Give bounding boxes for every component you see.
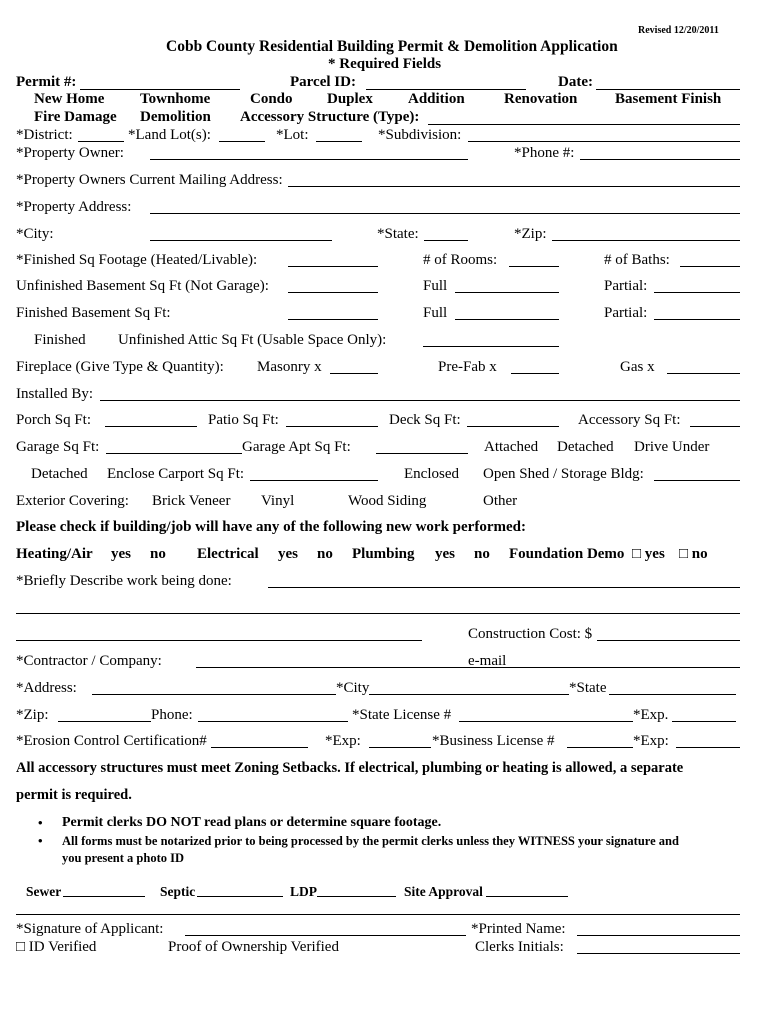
subdivision-label: *Subdivision: <box>378 127 462 143</box>
date-label: Date: <box>558 74 593 90</box>
unfinished-partial-field[interactable] <box>654 292 740 293</box>
porch-field[interactable] <box>105 426 197 427</box>
deck-label: Deck Sq Ft: <box>389 412 461 428</box>
garage-label: Garage Sq Ft: <box>16 439 100 455</box>
phone-label: *Phone #: <box>514 145 575 161</box>
printed-name-field[interactable] <box>577 935 740 936</box>
unfinished-full-field[interactable] <box>455 292 559 293</box>
business-license-label: *Business License # <box>432 733 555 749</box>
district-label: *District: <box>16 127 73 143</box>
signature-label: *Signature of Applicant: <box>16 921 164 937</box>
sewer-label: Sewer <box>26 884 62 899</box>
baths-field[interactable] <box>680 266 740 267</box>
required-note: * Required Fields <box>328 56 442 72</box>
garage-apt-label: Garage Apt Sq Ft: <box>242 439 351 455</box>
unfinished-full-label: Full <box>423 278 448 294</box>
electrical-label: Electrical <box>197 546 259 562</box>
carport-enclosed-option[interactable]: Enclosed <box>404 466 459 482</box>
describe-label: *Briefly Describe work being done: <box>16 573 232 589</box>
enclose-carport-label: Enclose Carport Sq Ft: <box>107 466 245 482</box>
mailing-label: *Property Owners Current Mailing Address: <box>16 172 283 188</box>
describe-field-1[interactable] <box>268 587 740 588</box>
state-label: *State: <box>377 226 419 242</box>
installed-by-label: Installed By: <box>16 386 94 402</box>
finished-full-field[interactable] <box>455 319 559 320</box>
installed-by-field[interactable] <box>100 400 740 401</box>
type-addition[interactable]: Addition <box>408 91 465 107</box>
exterior-vinyl-option[interactable]: Vinyl <box>261 493 295 509</box>
foundation-yes-checkbox[interactable]: □ yes <box>632 546 665 562</box>
patio-field[interactable] <box>286 426 378 427</box>
email-label: e-mail <box>468 653 507 669</box>
open-shed-field[interactable] <box>654 480 740 481</box>
electrical-no-option[interactable]: no <box>317 546 333 562</box>
bullet-marker-1: • <box>38 815 43 830</box>
baths-label: # of Baths: <box>604 252 670 268</box>
contractor-city-label: *City <box>336 680 370 696</box>
describe-field-2[interactable] <box>16 613 740 614</box>
rooms-label: # of Rooms: <box>423 252 498 268</box>
unfinished-partial-label: Partial: <box>604 278 648 294</box>
contractor-state-label: *State <box>569 680 607 696</box>
finished-sqft-label: *Finished Sq Footage (Heated/Livable): <box>16 252 258 268</box>
erosion-field[interactable] <box>211 747 308 748</box>
attic-field[interactable] <box>423 346 559 347</box>
heating-label: Heating/Air <box>16 546 93 562</box>
lot-field[interactable] <box>316 141 362 142</box>
fireplace-label: Fireplace (Give Type & Quantity): <box>16 359 224 375</box>
garage-attached-option[interactable]: Attached <box>484 439 539 455</box>
patio-label: Patio Sq Ft: <box>208 412 279 428</box>
state-license-exp-field[interactable] <box>672 721 736 722</box>
foundation-demo-label: Foundation Demo <box>509 546 625 562</box>
check-heading: Please check if building/job will have any of the following new work performed: <box>16 519 526 535</box>
id-verified-checkbox[interactable]: □ ID Verified <box>16 939 97 955</box>
describe-field-3[interactable] <box>16 640 422 641</box>
open-shed-label: Open Shed / Storage Bldg: <box>483 466 644 482</box>
notice-line-1: All accessory structures must meet Zoning Setbacks. If electrical, plumbing or heating is allowed, a separate <box>16 760 684 776</box>
erosion-label: *Erosion Control Certification# <box>16 733 207 749</box>
business-license-field[interactable] <box>567 747 633 748</box>
gas-label: Gas x <box>620 359 655 375</box>
heating-no-option[interactable]: no <box>150 546 166 562</box>
site-approval-label: Site Approval <box>404 884 483 899</box>
zip-field[interactable] <box>552 240 740 241</box>
accessory-structure-field[interactable] <box>428 124 740 125</box>
deck-field[interactable] <box>467 426 559 427</box>
bullet-text-3: you present a photo ID <box>62 851 185 865</box>
gas-field[interactable] <box>667 373 740 374</box>
foundation-no-checkbox[interactable]: □ no <box>679 546 708 562</box>
type-condo[interactable]: Condo <box>250 91 293 107</box>
signature-divider <box>16 914 740 915</box>
accessory-sqft-field[interactable] <box>690 426 740 427</box>
unfinished-basement-label: Unfinished Basement Sq Ft (Not Garage): <box>16 278 269 294</box>
contractor-address-label: *Address: <box>16 680 77 696</box>
owner-label: *Property Owner: <box>16 145 124 161</box>
contractor-label: *Contractor / Company: <box>16 653 162 669</box>
ldp-field[interactable] <box>317 896 396 897</box>
bullet-text-1: Permit clerks DO NOT read plans or determine square footage. <box>62 815 442 830</box>
contractor-phone-field[interactable] <box>198 721 348 722</box>
plumbing-yes-option[interactable]: yes <box>435 546 455 562</box>
garage-detached-option[interactable]: Detached <box>557 439 614 455</box>
landlot-field[interactable] <box>219 141 265 142</box>
unfinished-basement-field[interactable] <box>288 292 378 293</box>
finished-partial-label: Partial: <box>604 305 648 321</box>
garage-drive-under-option[interactable]: Drive Under <box>634 439 710 455</box>
prefab-label: Pre-Fab x <box>438 359 497 375</box>
district-field[interactable] <box>78 141 124 142</box>
erosion-exp-field[interactable] <box>369 747 431 748</box>
attic-finished-option[interactable]: Finished <box>34 332 86 348</box>
construction-cost-field[interactable] <box>597 640 740 641</box>
plumbing-label: Plumbing <box>352 546 415 562</box>
masonry-label: Masonry x <box>257 359 322 375</box>
accessory-structure-label: Accessory Structure (Type): <box>240 109 420 125</box>
type-fire-damage[interactable]: Fire Damage <box>34 109 117 125</box>
form-title: Cobb County Residential Building Permit & Demolition Application <box>166 38 618 55</box>
contractor-phone-label: Phone: <box>151 707 193 723</box>
state-license-label: *State License # <box>352 707 452 723</box>
type-demolition[interactable]: Demolition <box>140 109 211 125</box>
contractor-zip-field[interactable] <box>58 721 151 722</box>
type-renovation[interactable]: Renovation <box>504 91 578 107</box>
state-field[interactable] <box>424 240 468 241</box>
permit-label: Permit #: <box>16 74 77 90</box>
city-label: *City: <box>16 226 54 242</box>
masonry-field[interactable] <box>330 373 378 374</box>
septic-label: Septic <box>160 884 196 899</box>
type-basement-finish[interactable]: Basement Finish <box>615 91 722 107</box>
type-duplex[interactable]: Duplex <box>327 91 373 107</box>
exterior-brick-option[interactable]: Brick Veneer <box>152 493 231 509</box>
garage-field[interactable] <box>106 453 242 454</box>
contractor-address-field[interactable] <box>92 694 336 695</box>
garage-apt-field[interactable] <box>376 453 468 454</box>
clerks-initials-label: Clerks Initials: <box>475 939 564 955</box>
ownership-verified-label: Proof of Ownership Verified <box>168 939 339 955</box>
contractor-state-field[interactable] <box>609 694 736 695</box>
type-new-home[interactable]: New Home <box>34 91 105 107</box>
sewer-field[interactable] <box>63 896 145 897</box>
enclose-carport-field[interactable] <box>250 480 378 481</box>
owner-field[interactable] <box>150 159 468 160</box>
bullet-text-2: All forms must be notarized prior to being processed by the permit clerks unless they WITNESS your signature and <box>62 834 679 848</box>
business-exp-label: *Exp: <box>633 733 669 749</box>
city-field[interactable] <box>150 240 332 241</box>
contractor-city-field[interactable] <box>369 694 569 695</box>
parcel-label: Parcel ID: <box>290 74 356 90</box>
permit-field[interactable] <box>80 89 240 90</box>
property-address-label: *Property Address: <box>16 199 132 215</box>
printed-name-label: *Printed Name: <box>471 921 566 937</box>
bullet-marker-2: • <box>38 833 43 848</box>
finished-full-label: Full <box>423 305 448 321</box>
revised-date: Revised 12/20/2011 <box>638 25 719 36</box>
finished-basement-label: Finished Basement Sq Ft: <box>16 305 171 321</box>
exterior-wood-option[interactable]: Wood Siding <box>348 493 427 509</box>
subdivision-field[interactable] <box>468 141 740 142</box>
septic-field[interactable] <box>197 896 283 897</box>
exterior-other-option[interactable]: Other <box>483 493 518 509</box>
finished-basement-field[interactable] <box>288 319 378 320</box>
prefab-field[interactable] <box>511 373 559 374</box>
heating-yes-option[interactable]: yes <box>111 546 131 562</box>
erosion-exp-label: *Exp: <box>325 733 361 749</box>
business-exp-field[interactable] <box>676 747 740 748</box>
state-license-exp-label: *Exp. <box>633 707 669 723</box>
phone-field[interactable] <box>580 159 740 160</box>
mailing-field[interactable] <box>288 186 740 187</box>
lot-label: *Lot: <box>276 127 309 143</box>
construction-cost-label: Construction Cost: $ <box>468 626 593 642</box>
finished-partial-field[interactable] <box>654 319 740 320</box>
property-address-field[interactable] <box>150 213 740 214</box>
landlot-label: *Land Lot(s): <box>128 127 211 143</box>
ldp-label: LDP <box>290 884 317 899</box>
signature-field[interactable] <box>185 935 466 936</box>
electrical-yes-option[interactable]: yes <box>278 546 298 562</box>
zip-label: *Zip: <box>514 226 547 242</box>
accessory-sqft-label: Accessory Sq Ft: <box>578 412 681 428</box>
type-townhome[interactable]: Townhome <box>140 91 211 107</box>
porch-label: Porch Sq Ft: <box>16 412 92 428</box>
carport-detached-option[interactable]: Detached <box>31 466 88 482</box>
state-license-field[interactable] <box>459 721 633 722</box>
contractor-zip-label: *Zip: <box>16 707 49 723</box>
plumbing-no-option[interactable]: no <box>474 546 490 562</box>
attic-unfinished-label: Unfinished Attic Sq Ft (Usable Space Only): <box>118 332 387 348</box>
parcel-field[interactable] <box>366 89 526 90</box>
rooms-field[interactable] <box>509 266 559 267</box>
site-approval-field[interactable] <box>486 896 568 897</box>
clerks-initials-field[interactable] <box>577 953 740 954</box>
date-field[interactable] <box>596 89 740 90</box>
finished-sqft-field[interactable] <box>288 266 378 267</box>
notice-line-2: permit is required. <box>16 787 132 803</box>
exterior-label: Exterior Covering: <box>16 493 129 509</box>
